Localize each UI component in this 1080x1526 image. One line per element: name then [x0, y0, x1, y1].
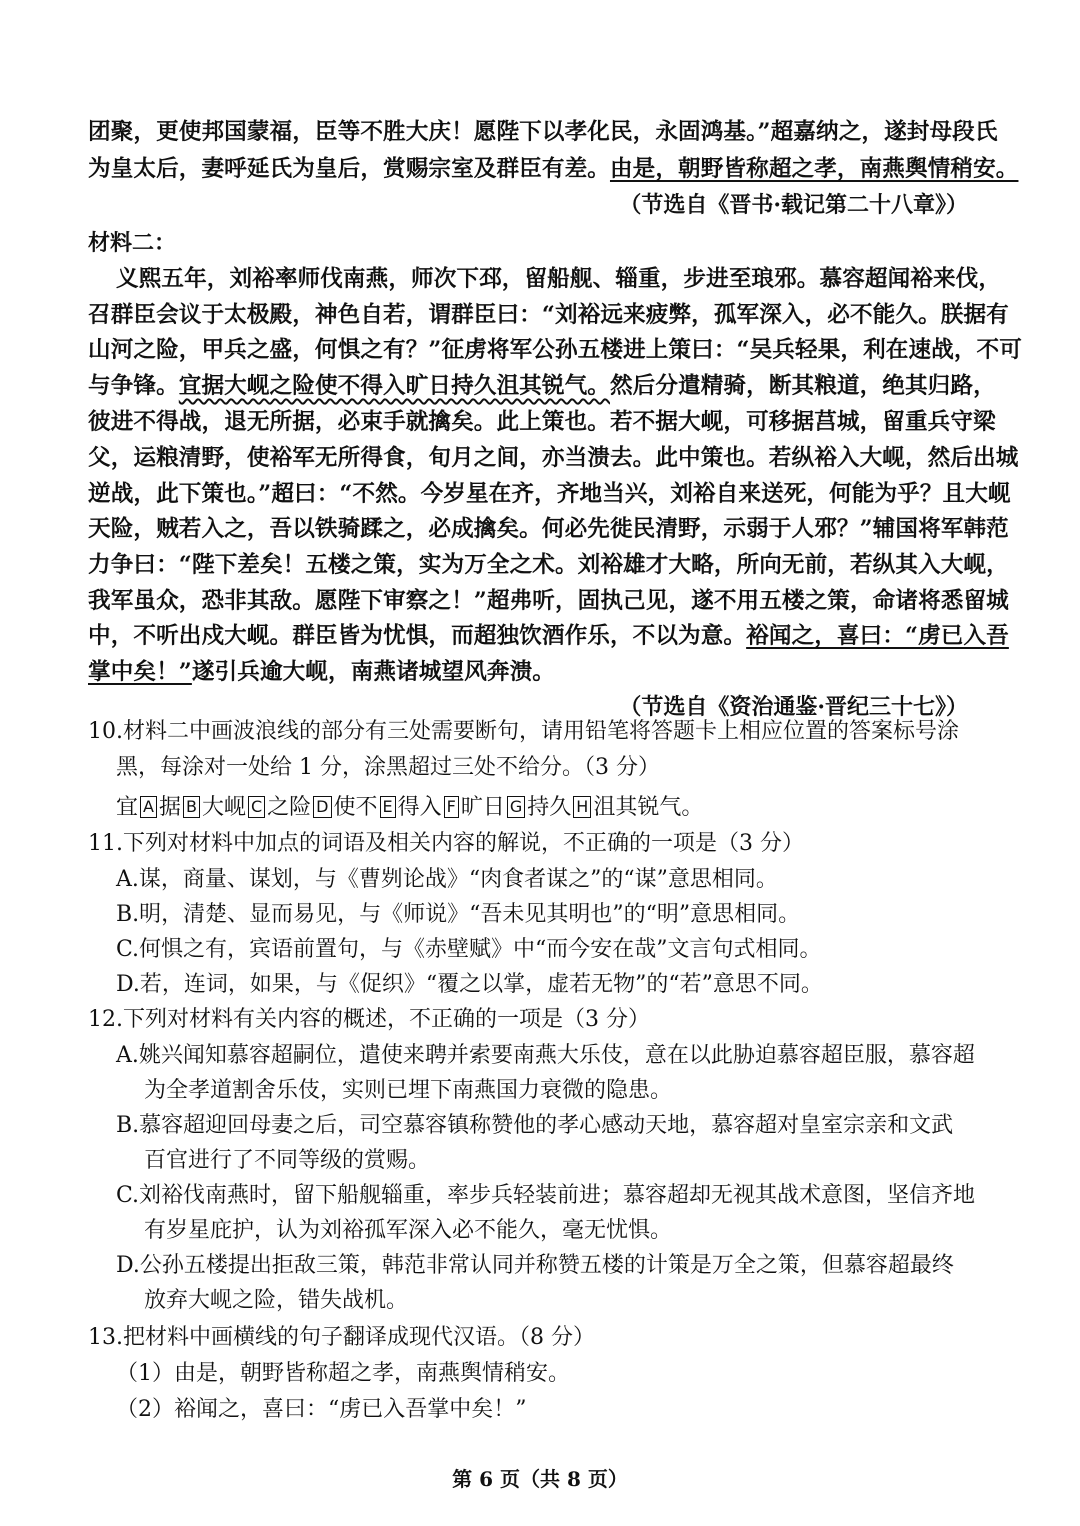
text-line: 天险，贼若入之，吾以铁骑蹂之，必成擒矣。何必先徙民清野，示弱于人邪？”辅国将军韩范 — [88, 516, 1009, 542]
text-line — [88, 369, 996, 403]
text-segment: 然后分遣精骑，断其粮道，绝其归路， — [609, 373, 996, 399]
segment: 旷日 — [460, 795, 505, 820]
question-13-item-2: （2）裕闻之，喜曰：“虏已入吾掌中矣！” — [116, 1397, 527, 1422]
question-12-option-b-cont: 百官进行了不同等级的赏赐。 — [144, 1148, 431, 1173]
material-2-title: 材料二： — [88, 230, 177, 256]
text-line: 山河之险，甲兵之盛，何惧之有？”征虏将军公孙五楼进上策曰：“吴兵轻果，利在速战，不可 — [88, 337, 1022, 363]
text-line: 团聚，更使邦国蒙福，臣等不胜大庆！愿陛下以孝化民，永固鸿基。”超嘉纳之，遂封母段氏 — [88, 119, 998, 145]
question-11-option-a: A.谋，商量、谋划，与《曹刿论战》“肉食者谋之”的“谋”意思相同。 — [116, 867, 778, 892]
underlined-sentence-2-end: 掌中矣！” — [88, 659, 192, 685]
underlined-sentence-1: 由是，朝野皆称超之孝，南燕舆情稍安。 — [609, 156, 1019, 182]
question-13-item-1: （1）由是，朝野皆称超之孝，南燕舆情稍安。 — [116, 1361, 570, 1386]
question-11-option-c: C.何惧之有，宾语前置句，与《赤壁赋》中“而今安在哉”文言句式相同。 — [116, 937, 822, 962]
source-citation-1: （节选自《晋书·载记第二十八章》） — [619, 192, 968, 218]
segment: 大岘 — [201, 795, 246, 820]
question-12-stem: 12.下列对材料有关内容的概述，不正确的一项是（3 分） — [88, 1007, 650, 1032]
text-line: 我军虽众，恐非其敌。愿陛下审察之！”超弗听，固执己见，遂不用五楼之策，命诸将悉留城 — [88, 588, 1009, 614]
question-11-option-b: B.明，清楚、显而易见，与《师说》“吾未见其明也”的“明”意思相同。 — [116, 902, 801, 927]
segment: 持久 — [527, 795, 572, 820]
text-line: 义熙五年，刘裕率师伐南燕，师次下邳，留船舰、辎重，步进至琅邪。慕容超闻裕来伐， — [116, 266, 1002, 292]
answer-box-e[interactable]: E — [380, 796, 396, 818]
text-segment: 与争锋。 — [88, 373, 179, 399]
text-line: 彼进不得战，退无所据，必束手就擒矣。此上策也。若不据大岘，可移据莒城，留重兵守梁 — [88, 409, 996, 435]
text-line — [88, 619, 1009, 653]
question-11-option-d: D.若，连词，如果，与《促织》“覆之以掌，虚若无物”的“若”意思不同。 — [116, 972, 823, 997]
segment: 使不 — [333, 795, 378, 820]
underlined-sentence-2: 裕闻之，喜曰：“虏已入吾 — [746, 623, 1009, 649]
question-10-stem-cont: 黑，每涂对一处给 1 分，涂黑超过三处不给分。（3 分） — [116, 755, 660, 780]
question-12-option-c: C.刘裕伐南燕时，留下船舰辎重，率步兵轻装前进；慕容超却无视其战术意图，坚信齐地 — [116, 1183, 976, 1208]
text-line — [88, 152, 1019, 186]
question-13-stem: 13.把材料中画横线的句子翻译成现代汉语。（8 分） — [88, 1325, 595, 1350]
answer-box-g[interactable]: G — [507, 796, 525, 818]
segment: 宜 — [116, 795, 139, 820]
question-12-option-d: D.公孙五楼提出拒敌三策，韩范非常认同并称赞五楼的计策是万全之策，但慕容超最终 — [116, 1253, 954, 1278]
text-line — [88, 655, 988, 689]
answer-box-f[interactable]: F — [444, 796, 459, 818]
text-line: 父，运粮清野，使裕军无所得食，旬月之间，亦当溃去。此中策也。若纵裕入大岘，然后出城 — [88, 445, 1019, 471]
question-12-option-c-cont: 有岁星庇护，认为刘裕孤军深入必不能久，毫无忧惧。 — [144, 1218, 673, 1243]
question-12-option-a-cont: 为全孝道割舍乐伎，实则已埋下南燕国力衰微的隐患。 — [144, 1078, 673, 1103]
question-12-option-b: B.慕容超迎回母妻之后，司空慕容镇称赞他的孝心感动天地，慕容超对皇室宗亲和文武 — [116, 1113, 954, 1138]
question-10-sentence — [116, 790, 703, 826]
segment: 得入 — [397, 795, 442, 820]
wavy-sentence: 宜据大岘之险使不得入旷日持久沮其锐气。 — [178, 373, 610, 399]
text-segment: 中，不听出戍大岘。群臣皆为忧惧，而超独饮酒作乐，不以为意。 — [88, 623, 747, 649]
text-line: 召群臣会议于太极殿，神色自若，谓群臣曰：“刘裕远来疲弊，孤军深入，必不能久。朕据有 — [88, 302, 1009, 328]
text-line: 逆战，此下策也。”超曰：“不然。今岁星在齐，齐地当兴，刘裕自来送死，何能为乎？且大岘 — [88, 481, 1011, 507]
answer-box-c[interactable]: C — [248, 796, 265, 818]
text-segment: 遂引兵逾大岘，南燕诸城望风奔溃。 — [191, 659, 555, 685]
text-line: 力争曰：“陛下差矣！五楼之策，实为万全之术。刘裕雄才大略，所向无前，若纵其入大岘， — [88, 552, 1009, 578]
answer-box-h[interactable]: H — [573, 796, 591, 818]
page-number: 第 6 页（共 8 页） — [452, 1467, 628, 1491]
source-citation-2: （节选自《资治通鉴·晋纪三十七》） — [619, 694, 968, 720]
question-10-stem: 10.材料二中画波浪线的部分有三处需要断句，请用铅笔将答题卡上相应位置的答案标号涂 — [88, 719, 959, 744]
answer-box-b[interactable]: B — [183, 796, 200, 818]
answer-box-a[interactable]: A — [140, 796, 157, 818]
segment: 沮其锐气。 — [593, 795, 704, 820]
text-segment: 为皇太后，妻呼延氏为皇后，赏赐宗室及群臣有差。 — [88, 156, 610, 182]
question-12-option-a: A.姚兴闻知慕容超嗣位，遣使来聘并索要南燕大乐伎，意在以此胁迫慕容超臣服，慕容超 — [116, 1043, 975, 1068]
segment: 据 — [158, 795, 181, 820]
question-11-stem: 11.下列对材料中加点的词语及相关内容的解说，不正确的一项是（3 分） — [88, 831, 804, 856]
answer-box-d[interactable]: D — [313, 796, 331, 818]
segment: 之险 — [267, 795, 312, 820]
question-12-option-d-cont: 放弃大岘之险，错失战机。 — [144, 1288, 409, 1313]
